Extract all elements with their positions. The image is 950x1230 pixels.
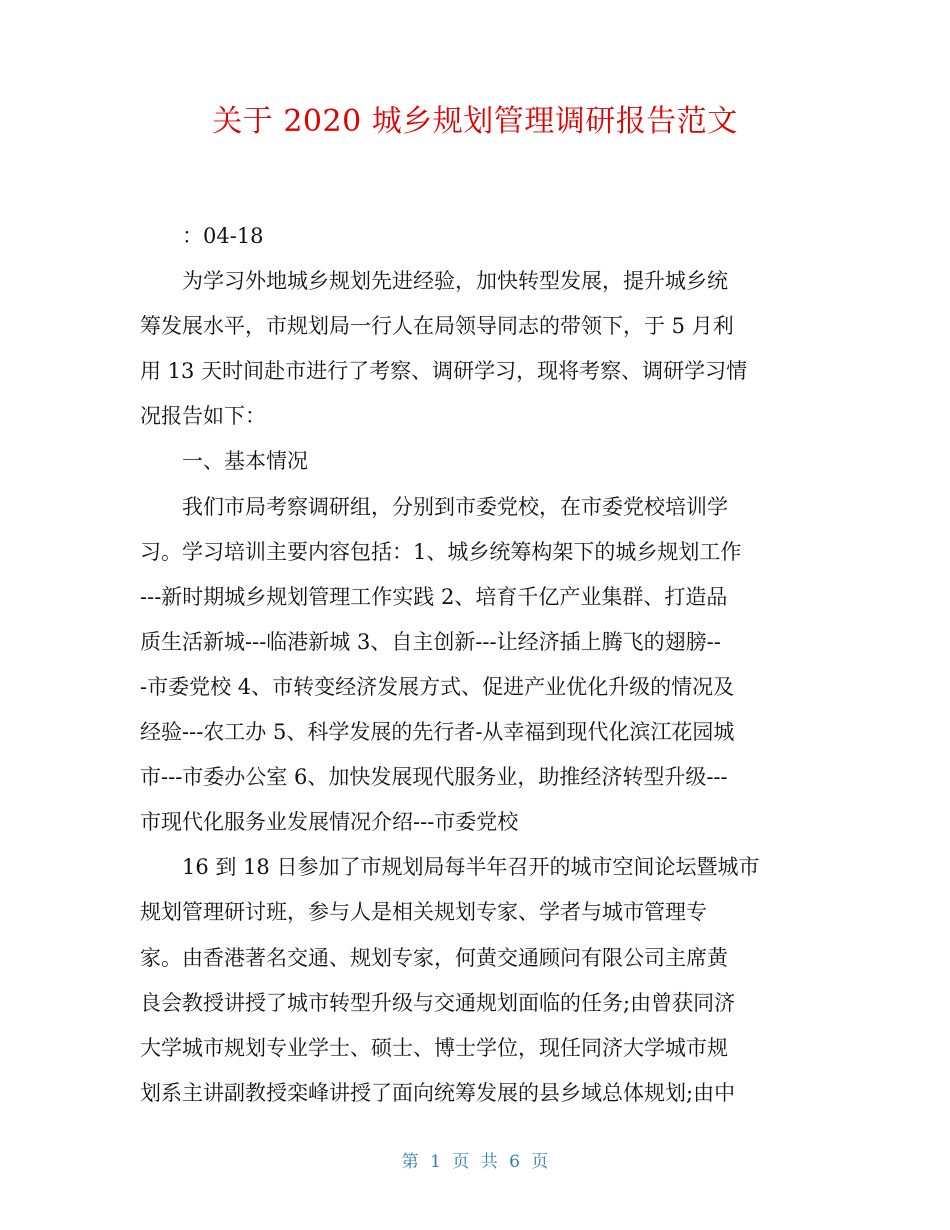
body-line-15: 16 到 18 日参加了市规划局每半年召开的城市空间论坛暨城市 (182, 855, 760, 880)
body-line-6: 一、基本情况 (182, 449, 308, 474)
body-line-20: 划系主讲副教授栾峰讲授了面向统筹发展的县乡域总体规划;由中 (140, 1080, 736, 1105)
body-line-10: 质生活新城---临港新城 3、自主创新---让经济插上腾飞的翅膀-- (140, 629, 721, 654)
body-line-14: 市现代化服务业发展情况介绍---市委党校 (140, 810, 519, 835)
body-line-7: 我们市局考察调研组，分别到市委党校，在市委党校培训学 (182, 494, 728, 519)
body-line-1: ：04-18 (182, 224, 264, 248)
body-line-5: 况报告如下： (140, 404, 266, 429)
body-line-9: ---新时期城乡规划管理工作实践 2、培育千亿产业集群、打造品 (140, 584, 728, 609)
body-line-17: 家。由香港著名交通、规划专家，何黄交通顾问有限公司主席黄 (140, 945, 728, 970)
body-line-4: 用 13 天时间赴市进行了考察、调研学习，现将考察、调研学习情 (140, 359, 748, 384)
body-line-8: 习。学习培训主要内容包括：1、城乡统筹构架下的城乡规划工作 (140, 539, 742, 564)
body-line-16: 规划管理研讨班，参与人是相关规划专家、学者与城市管理专 (140, 900, 707, 925)
body-line-13: 市---市委办公室 6、加快发展现代服务业，助推经济转型升级--- (140, 765, 728, 790)
body-line-18: 良会教授讲授了城市转型升级与交通规划面临的任务;由曾获同济 (140, 990, 736, 1015)
body-line-3: 筹发展水平，市规划局一行人在局领导同志的带领下，于 5 月利 (140, 314, 734, 339)
body-line-12: 经验---农工办 5、科学发展的先行者-从幸福到现代化滨江花园城 (140, 720, 735, 745)
page-footer: 第 1 页 共 6 页 (401, 1152, 549, 1172)
document-body (140, 214, 812, 1116)
body-line-19: 大学城市规划专业学士、硕士、博士学位，现任同济大学城市规 (140, 1035, 728, 1060)
body-line-2: 为学习外地城乡规划先进经验，加快转型发展，提升城乡统 (182, 269, 728, 294)
document-title: 关于 2020 城乡规划管理调研报告范文 (212, 104, 738, 139)
body-line-11: -市委党校 4、市转变经济发展方式、促进产业优化升级的情况及 (140, 674, 735, 699)
